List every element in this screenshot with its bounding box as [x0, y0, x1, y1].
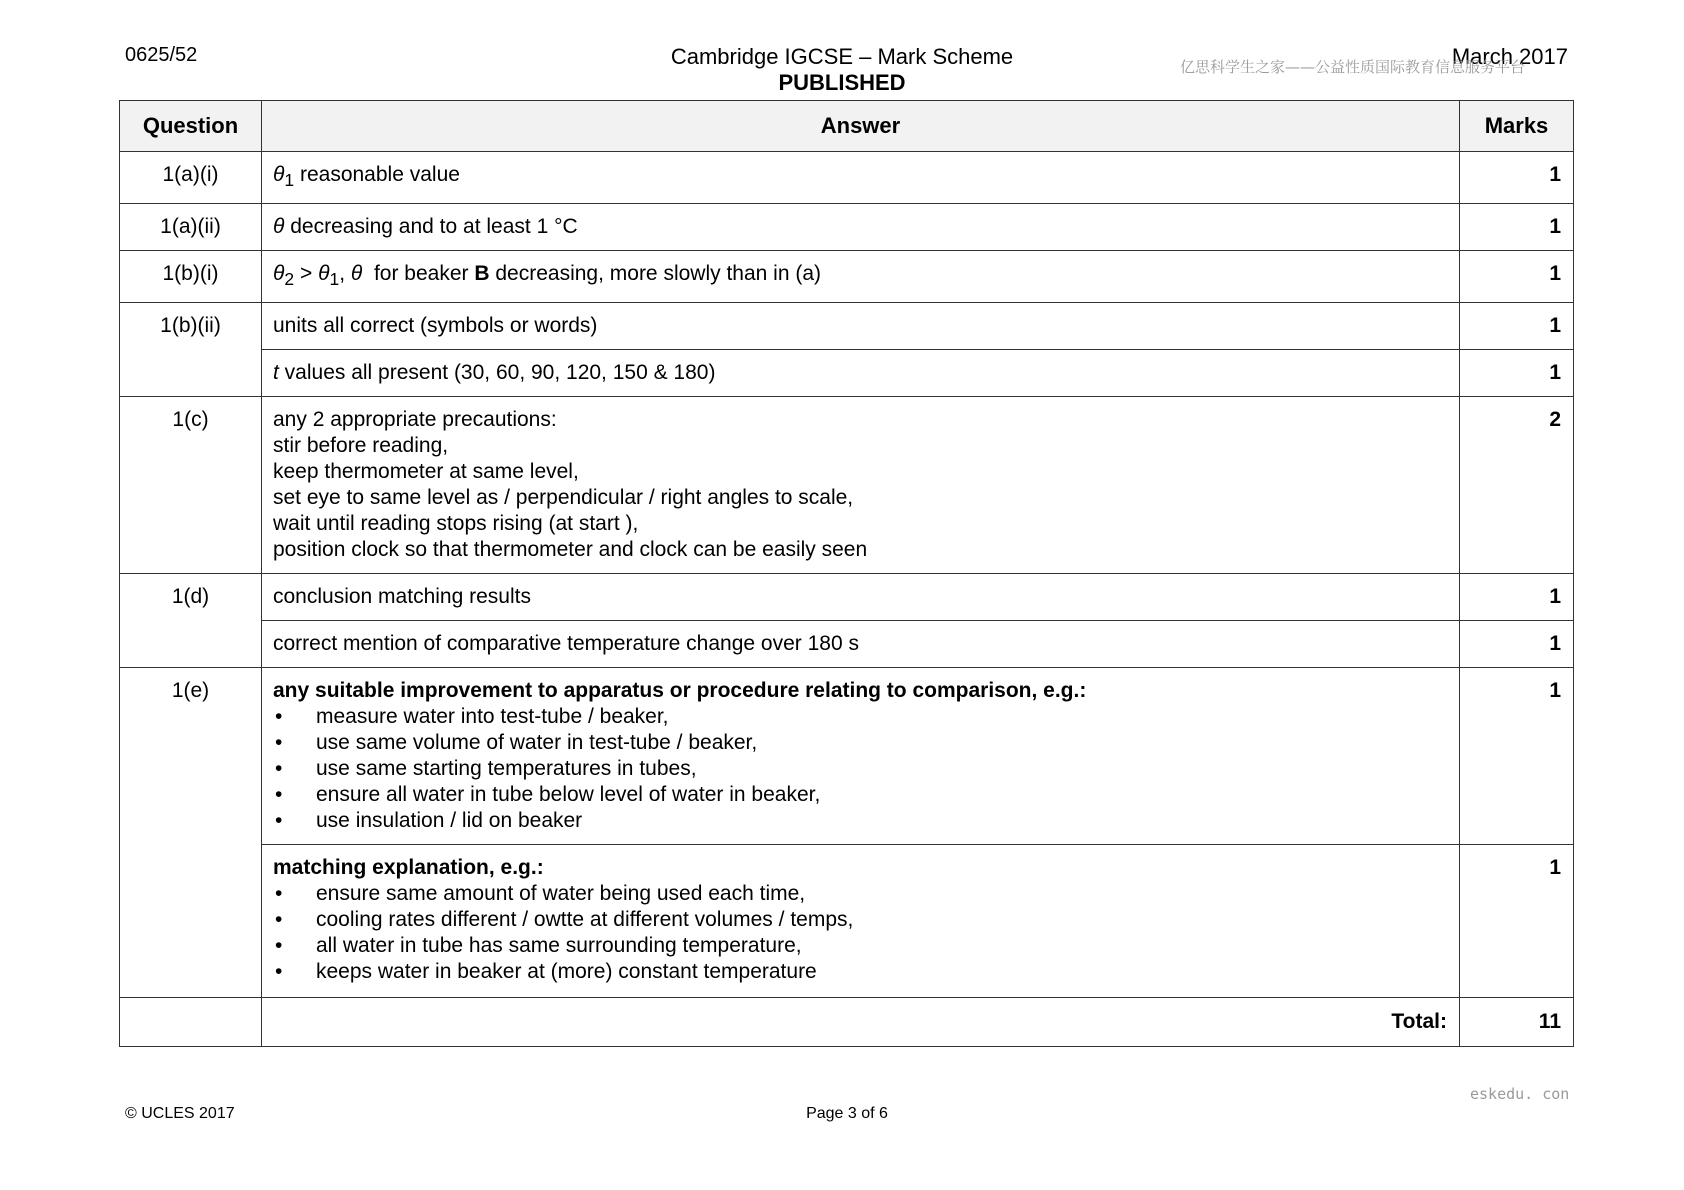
marks-cell: 2: [1460, 397, 1574, 574]
table-header-row: [120, 101, 1574, 152]
answer-text: decreasing and to at least 1 °C: [284, 215, 578, 239]
published-label: PUBLISHED: [778, 70, 906, 95]
theta-symbol: θ: [318, 262, 330, 286]
total-row: [120, 998, 1574, 1047]
answer-cell: [262, 152, 1460, 204]
theta-symbol: θ: [350, 262, 363, 286]
list-item: • use same starting temperatures in tubes,: [273, 756, 1449, 782]
answer-line: set eye to same level as / perpendicular / right angles to scale,: [273, 486, 854, 510]
answer-text: >: [294, 262, 319, 286]
answer-text: for beaker: [362, 262, 475, 286]
table-row: [120, 397, 1574, 574]
table-row: [120, 251, 1574, 303]
watermark-bottom: eskedu. con: [1470, 1085, 1570, 1103]
mark-scheme-table: [119, 100, 1574, 1047]
answer-line: keep thermometer at same level,: [273, 460, 579, 484]
list-item: • use same volume of water in test-tube / beaker,: [273, 730, 1449, 756]
answer-cell: units all correct (symbols or words): [262, 303, 1460, 350]
table-row: [120, 152, 1574, 204]
document-code: 0625/52: [125, 44, 198, 66]
header-answer: Answer: [262, 101, 1460, 152]
answer-cell: [262, 397, 1460, 574]
answer-cell: [262, 350, 1460, 397]
answer-line: stir before reading,: [273, 434, 449, 458]
answer-heading: any suitable improvement to apparatus or procedure relating to comparison, e.g.:: [273, 679, 1087, 703]
answer-line: any 2 appropriate precautions:: [273, 408, 557, 432]
subscript: 1: [284, 170, 295, 191]
answer-line: wait until reading stops rising (at start ),: [273, 512, 639, 536]
table-row: [120, 303, 1574, 350]
total-empty-cell: [120, 998, 262, 1047]
question-cell: 1(b)(i): [120, 251, 262, 303]
table-row: [120, 668, 1574, 845]
theta-symbol: θ: [273, 215, 285, 239]
document-date: March 2017: [1451, 44, 1568, 69]
list-item: • ensure same amount of water being used each time,: [273, 881, 1449, 907]
beaker-label: B: [474, 262, 490, 286]
question-cell: 1(e): [120, 668, 262, 998]
answer-cell: conclusion matching results: [262, 574, 1460, 621]
answer-text: values all present (30, 60, 90, 120, 150 & 180): [278, 361, 716, 385]
marks-cell: 1: [1460, 668, 1574, 845]
question-cell: 1(b)(ii): [120, 303, 262, 397]
marks-cell: 1: [1460, 621, 1574, 668]
list-item: • measure water into test-tube / beaker,: [273, 704, 1449, 730]
marks-cell: 1: [1460, 251, 1574, 303]
answer-cell: [262, 251, 1460, 303]
answer-heading: matching explanation, e.g.:: [273, 856, 544, 880]
answer-cell: [262, 668, 1460, 845]
marks-cell: 1: [1460, 350, 1574, 397]
question-cell: 1(a)(ii): [120, 204, 262, 251]
answer-cell: [262, 204, 1460, 251]
table-row: [120, 204, 1574, 251]
italic-variable: t: [273, 361, 279, 385]
list-item: • cooling rates different / owtte at different volumes / temps,: [273, 907, 1449, 933]
watermark-top: 亿思科学生之家——公益性质国际教育信息服务平台: [1180, 58, 1526, 76]
answer-text: decreasing, more slowly than in (a): [489, 262, 822, 286]
subscript: 1: [329, 269, 340, 290]
list-item: • use insulation / lid on beaker: [273, 808, 1449, 834]
theta-symbol: θ: [273, 262, 285, 286]
title-text: Cambridge IGCSE – Mark Scheme: [670, 44, 1014, 69]
marks-cell: 1: [1460, 303, 1574, 350]
question-cell: 1(a)(i): [120, 152, 262, 204]
table-row: [120, 574, 1574, 621]
answer-text: reasonable value: [294, 163, 460, 186]
answer-text: ,: [339, 262, 351, 286]
table-row: [120, 350, 1574, 397]
list-item: • all water in tube has same surrounding temperature,: [273, 933, 1449, 959]
answer-cell: [262, 845, 1460, 998]
marks-cell: 1: [1460, 574, 1574, 621]
marks-cell: 1: [1460, 845, 1574, 998]
list-item: • keeps water in beaker at (more) constant temperature: [273, 959, 1449, 985]
question-cell: 1(c): [120, 397, 262, 574]
header-marks: Marks: [1460, 101, 1574, 152]
question-cell: 1(d): [120, 574, 262, 668]
subscript: 2: [284, 269, 295, 290]
marks-cell: 1: [1460, 204, 1574, 251]
bullet-list: [273, 704, 1449, 834]
total-label: Total:: [262, 998, 1460, 1047]
answer-line: position clock so that thermometer and clock can be easily seen: [273, 538, 868, 562]
total-value: 11: [1460, 998, 1574, 1047]
bullet-list: [273, 881, 1449, 985]
marks-cell: 1: [1460, 152, 1574, 204]
theta-symbol: θ: [273, 163, 285, 186]
page-number: Page 3 of 6: [806, 1105, 888, 1122]
list-item: • ensure all water in tube below level of water in beaker,: [273, 782, 1449, 808]
header-question: Question: [120, 101, 262, 152]
table-row: [120, 621, 1574, 668]
answer-cell: correct mention of comparative temperature change over 180 s: [262, 621, 1460, 668]
copyright: © UCLES 2017: [125, 1105, 235, 1122]
table-row: [120, 845, 1574, 998]
